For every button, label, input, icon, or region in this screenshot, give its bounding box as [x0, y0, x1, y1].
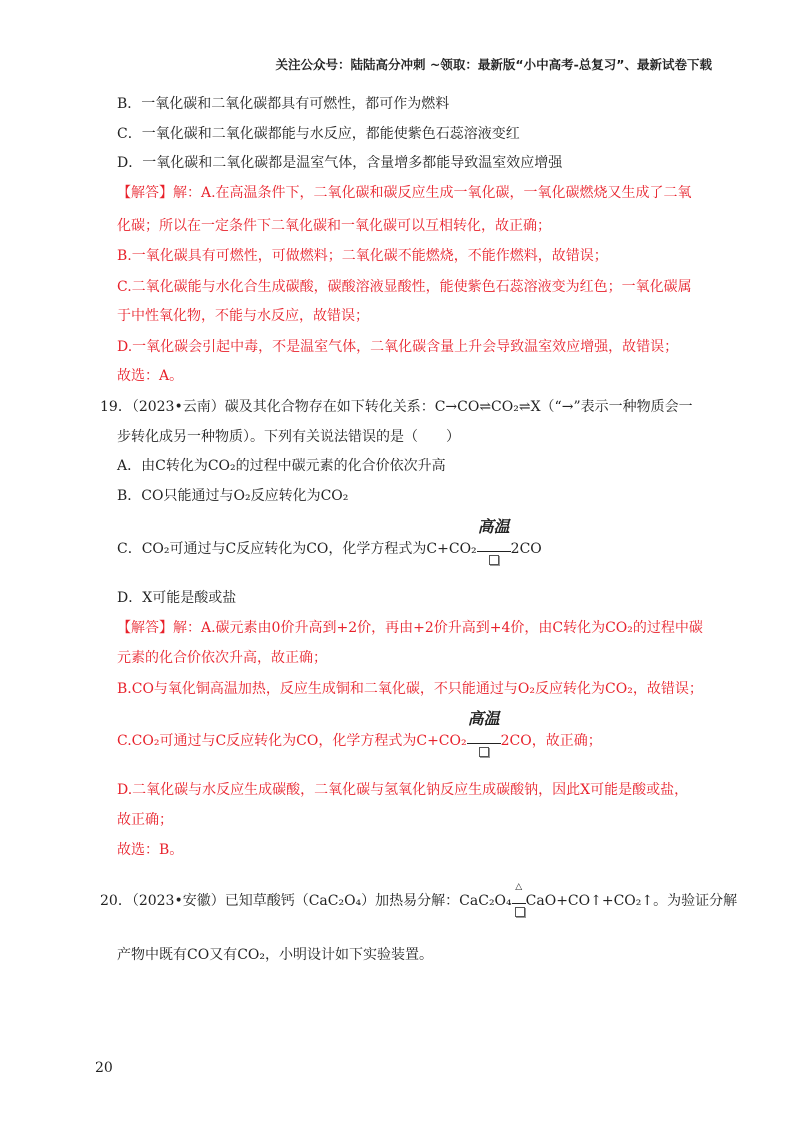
option-a: A．由C转化为CO₂的过程中碳元素的化合价依次升高	[117, 458, 446, 474]
reaction-condition	[467, 709, 501, 751]
question-20-products: CaO+CO↑+CO₂↑。为验证分解	[525, 893, 738, 909]
answer-line: 化碳；所以在一定条件下二氧化碳和一氧化碳可以互相转化，故正确；	[117, 218, 551, 234]
answer-line: B.一氧化碳具有可燃性，可做燃料；二氧化碳不能燃烧，不能作燃料，故错误；	[117, 248, 608, 264]
reaction-condition	[512, 882, 526, 911]
answer-c-text: C.CO₂可通过与C反应转化为CO，化学方程式为C+CO₂	[117, 733, 467, 749]
answer-choice: 故选：B。	[117, 842, 184, 858]
answer-line: 【解答】解：A.碳元素由0价升高到+2价，再由+2价升高到+4价，由C转化为CO₂的过程中碳	[117, 620, 703, 636]
option-c: C．一氧化碳和二氧化碳都能与水反应，都能使紫色石蕊溶液变红	[117, 126, 520, 142]
question-20-stem	[100, 882, 738, 911]
option-d: D．一氧化碳和二氧化碳都是温室气体，含量增多都能导致温室效应增强	[117, 155, 563, 171]
question-20-stem: 产物中既有CO又有CO₂，小明设计如下实验装置。	[117, 947, 433, 963]
option-b: B．一氧化碳和二氧化碳都具有可燃性，都可作为燃料	[117, 96, 450, 112]
answer-c-product: 2CO，故正确；	[500, 733, 602, 749]
condition-label: 高温	[467, 709, 500, 728]
reaction-condition	[477, 517, 511, 559]
answer-line: D.一氧化碳会引起中毒，不是温室气体，二氧化碳含量上升会导致温室效应增强，故错误；	[117, 339, 679, 355]
question-19-stem: 19．（2023•云南）碳及其化合物存在如下转化关系：C→CO⇌CO₂⇌X（“→”表示一种物质会一	[100, 399, 693, 415]
condition-label: 高温	[477, 517, 510, 536]
answer-line: D.二氧化碳与水反应生成碳酸，二氧化碳与氢氧化钠反应生成碳酸钠，因此X可能是酸或盐，	[117, 782, 689, 798]
placeholder-box-icon	[489, 555, 499, 565]
placeholder-box-icon	[515, 907, 525, 917]
question-19-stem: 步转化成另一种物质）。下列有关说法错误的是（ ）	[117, 429, 460, 445]
option-c	[117, 517, 542, 559]
answer-line: 于中性氧化物，不能与水反应，故错误；	[117, 308, 369, 324]
answer-line: 故正确；	[117, 812, 173, 828]
option-b: B．CO只能通过与O₂反应转化为CO₂	[117, 488, 349, 504]
answer-line: 【解答】解：A.在高温条件下，二氧化碳和碳反应生成一氧化碳，一氧化碳燃烧又生成了二氧	[117, 185, 692, 201]
option-c-product: 2CO	[510, 541, 542, 557]
placeholder-box-icon	[479, 747, 489, 757]
answer-choice: 故选：A。	[117, 368, 184, 384]
option-c-text: C．CO₂可通过与C反应转化为CO，化学方程式为C+CO₂	[117, 541, 477, 557]
heat-symbol: △	[515, 882, 523, 892]
answer-line: C.二氧化碳能与水化合生成碳酸，碳酸溶液显酸性，能使紫色石蕊溶液变为红色；一氧化碳属	[117, 279, 692, 295]
page-header: 关注公众号：陆陆高分冲刺 ~领取：最新版“小中高考-总复习”、最新试卷下载	[275, 57, 712, 72]
answer-line: B.CO与氧化铜高温加热，反应生成铜和二氧化碳，不只能通过与O₂反应转化为CO₂，故错误；	[117, 681, 703, 697]
question-20-text: 20．（2023•安徽）已知草酸钙（CaC₂O₄）加热易分解：CaC₂O₄	[100, 893, 512, 909]
answer-line	[117, 709, 602, 751]
page-number: 20	[95, 1060, 113, 1076]
answer-line: 元素的化合价依次升高，故正确；	[117, 650, 327, 666]
option-d: D．X可能是酸或盐	[117, 590, 237, 606]
